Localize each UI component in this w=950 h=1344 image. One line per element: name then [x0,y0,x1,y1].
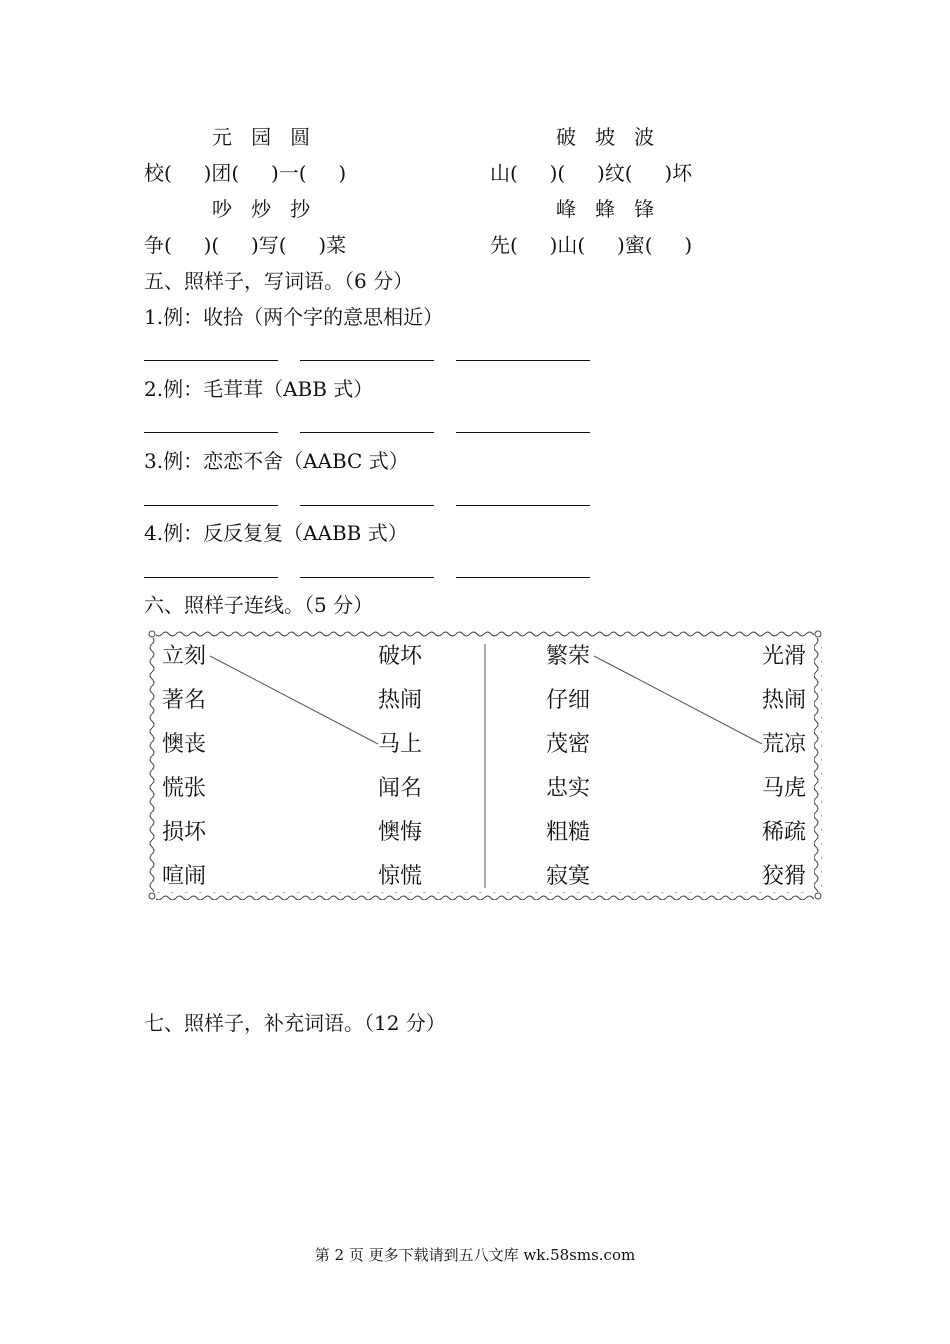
answer-blank[interactable] [300,577,434,578]
match-word[interactable]: 光滑 [762,644,807,669]
fill-line-4: 先( )山( )蜜( ) [490,233,693,257]
match-word[interactable]: 懊丧 [162,732,207,757]
char-group-1: 元 园 圆 [212,125,311,149]
page-footer: 第 2 页 更多下载请到五八文库 wk.58sms.com [314,1246,636,1264]
fill-line-2: 山( )( )纹( )坏 [490,161,693,185]
match-word[interactable]: 繁荣 [546,644,591,669]
match-word[interactable]: 懊悔 [378,820,423,845]
answer-blank[interactable] [300,505,434,506]
match-word[interactable]: 狡猾 [762,864,807,889]
fill-line-1: 校( )团( )一( ) [144,161,347,185]
example-connect-line-right [594,656,762,744]
fill-line-3: 争( )( )写( )菜 [144,233,347,257]
answer-blank[interactable] [300,432,434,433]
match-word[interactable]: 稀疏 [762,820,807,845]
char-group-3: 吵 炒 抄 [212,197,311,221]
match-word[interactable]: 寂寞 [546,864,591,889]
example-connect-line-left [210,656,378,744]
match-word[interactable]: 损坏 [162,820,207,845]
answer-blank[interactable] [456,360,590,361]
match-word[interactable]: 惊慌 [378,864,423,889]
answer-blank[interactable] [456,505,590,506]
answer-blank[interactable] [456,577,590,578]
section6-heading: 六、照样子连线。（5 分） [144,593,374,617]
section5-item-3: 3.例：恋恋不舍（AABC 式） [144,449,409,473]
match-word[interactable]: 慌张 [162,776,207,801]
answer-blank[interactable] [144,505,278,506]
match-word[interactable]: 喧闹 [162,864,207,889]
char-group-2: 破 坡 波 [556,125,655,149]
answer-blank[interactable] [144,577,278,578]
match-word[interactable]: 马上 [378,732,423,757]
match-word[interactable]: 闻名 [378,776,423,801]
section5-item-1: 1.例：收拾（两个字的意思相近） [144,305,444,329]
match-word[interactable]: 粗糙 [546,820,591,845]
match-word[interactable]: 茂密 [546,732,591,757]
match-word[interactable]: 忠实 [546,776,591,801]
match-word[interactable]: 立刻 [162,644,207,669]
char-group-4: 峰 蜂 锋 [556,197,655,221]
match-word[interactable]: 热闹 [378,688,423,713]
answer-blank[interactable] [300,360,434,361]
section5-item-4: 4.例：反反复复（AABB 式） [144,521,408,545]
match-word[interactable]: 著名 [162,688,207,713]
section5-item-2: 2.例：毛茸茸（ABB 式） [144,377,374,401]
match-word[interactable]: 荒凉 [762,732,807,757]
decorative-border [148,630,822,900]
answer-blank[interactable] [456,432,590,433]
section5-heading: 五、照样子，写词语。（6 分） [144,269,414,293]
match-word[interactable]: 马虎 [762,776,807,801]
matching-box [148,630,822,900]
answer-blank[interactable] [144,432,278,433]
match-word[interactable]: 热闹 [762,688,807,713]
section7-heading: 七、照样子，补充词语。（12 分） [144,1011,446,1035]
match-word[interactable]: 仔细 [546,688,591,713]
match-word[interactable]: 破坏 [378,644,423,669]
answer-blank[interactable] [144,360,278,361]
